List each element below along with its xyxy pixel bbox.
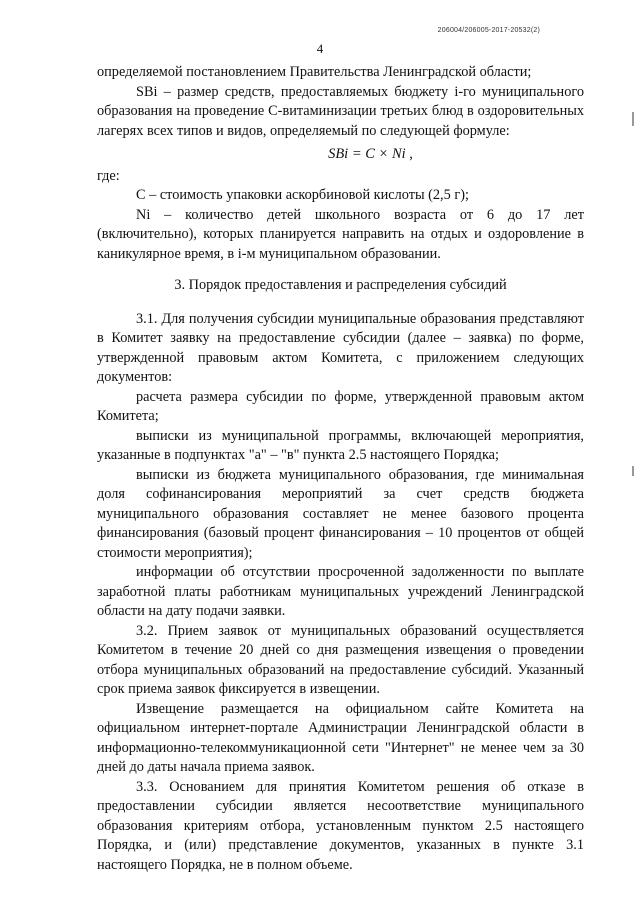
paragraph-debt-info: информации об отсутствии просроченной задолженности по выплате заработной платы работникам муниципальных учреждений Ленинградской области на дату подачи заявки. [97,564,584,619]
paragraph-1: определяемой постановлением Правительства Ленинградской области; [97,64,532,80]
where-label: где: [97,167,120,184]
paragraph-calc: расчета размера субсидии по форме, утвержденной правовым актом Комитета; [97,388,584,424]
document-number: 206004/206005-2017-20532(2) [437,27,540,34]
scan-edge-mark [632,466,634,476]
paragraph-3-3: 3.3. Основанием для принятия Комитетом решения об отказе в предоставлении субсидии является несоответствие муниципального образования критериям отбора, установленным пунктом 2.5 настоящего Порядка, и (или) представление документов, указанных в пункте 3.1 настоящего Порядка, не в полном объеме. [97,778,584,873]
paragraph-ni-definition: Ni – количество детей школьного возраста от 6 до 17 лет (включительно), которых планируется направить на отдых и оздоровление в каникулярное время, в i-м муниципальном образовании. [97,206,584,262]
paragraph-c-definition: C – стоимость упаковки аскорбиновой кислоты (2,5 г); [136,187,469,203]
scan-edge-mark [632,112,634,126]
paragraph-3-2: 3.2. Прием заявок от муниципальных образований осуществляется Комитетом в течение 20 дней со дня размещения извещения о проведении отбора муниципальных образований на предоставление субсидий. Указанный срок приема заявок фиксируется в извещении. [97,622,584,697]
paragraph-3-1: 3.1. Для получения субсидии муниципальные образования представляют в Комитет заявку на предоставление субсидии (далее – заявка) по форме, утвержденной правовым актом Комитета, с приложением следующих документов: [97,310,584,385]
paragraph-sbi-definition: SBi – размер средств, предоставляемых бюджету i-го муниципального образования на проведение С-витаминизации третьих блюд в оздоровительных лагерях всех типов и видов, определяемый по следующей формуле: [97,83,584,139]
document-body [97,63,584,875]
paragraph-budget-extract: выписки из бюджета муниципального образования, где минимальная доля софинансирования мероприятий за счет средств бюджета муниципального образования составляет не менее базового процента финансирования (базовый процент финансирования – 10 процентов от общей стоимости мероприятия); [97,466,584,561]
page-number: 4 [316,41,324,56]
paragraph-notice: Извещение размещается на официальном сайте Комитета на официальном интернет-портале Администрации Ленинградской области в информационно-телекоммуникационной сети "Интернет" не менее чем за 30 дней до даты начала приема заявок. [97,700,584,775]
formula: SBi = C × Ni , [328,146,413,162]
paragraph-program-extract: выписки из муниципальной программы, включающей мероприятия, указанные в подпунктах "а" – "в" пункта 2.5 настоящего Порядка; [97,427,584,463]
section-heading: 3. Порядок предоставления и распределения субсидий [174,277,507,293]
